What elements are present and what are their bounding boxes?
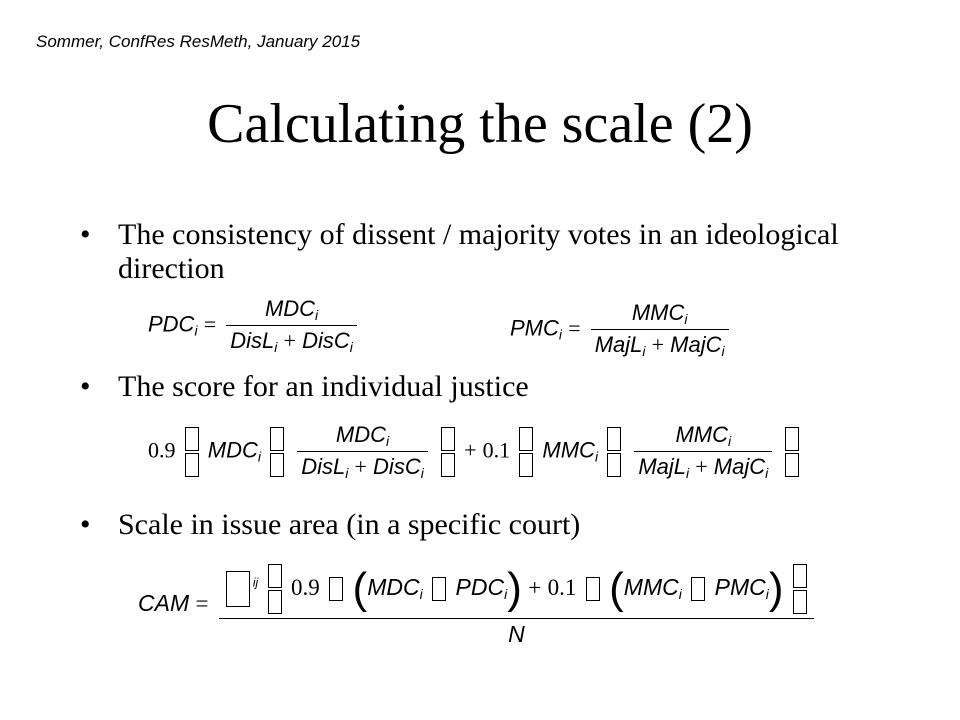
bullet-consistency xyxy=(80,218,860,286)
formula-pdc: $PDC_i$ = $\frac{MDC_i}{DisL_i + DisC_i}$ xyxy=(148,296,361,355)
missing-glyph-icon xyxy=(607,425,621,479)
missing-glyph-icon xyxy=(785,425,799,479)
missing-glyph-icon xyxy=(519,425,533,479)
missing-glyph-icon xyxy=(691,577,705,601)
missing-glyph-icon xyxy=(441,425,455,479)
fraction: $\frac{MDC_i}{DisL_i + DisC_i}$ xyxy=(226,296,357,355)
right-paren-icon: ) xyxy=(768,564,784,613)
slide-header: Sommer, ConfRes ResMeth, January 2015 xyxy=(36,32,361,51)
fraction: $\frac{MMC_i}{MajL_i + MajC_i}$ xyxy=(591,300,729,359)
left-paren-icon: ( xyxy=(352,564,368,613)
missing-glyph-icon xyxy=(270,425,284,479)
fraction: $\frac{MMC_i}{MajL_i + MajC_i}$ xyxy=(634,422,772,481)
bullet-dot: • xyxy=(80,370,91,403)
bullet-text: Scale in issue area (in a specific court) xyxy=(118,508,581,541)
missing-glyph-icon xyxy=(432,577,446,601)
missing-glyph-icon xyxy=(586,577,600,601)
bullet-scale xyxy=(80,508,860,542)
bullet-score xyxy=(80,370,860,404)
right-paren-icon: ) xyxy=(507,564,522,613)
fraction: $^{ij}$ 0.9 ($MDC_i$ $PDC_i) + 0.1$ ($MMC_i$ $PMC_i$) N xyxy=(219,562,814,648)
bullet-text: The consistency of dissent / majority votes in an ideological direction xyxy=(118,218,839,285)
missing-glyph-icon xyxy=(185,425,199,479)
formula-cam: CAM = $^{ij}$ 0.9 ($MDC_i$ $PDC_i) + 0.1$ ($MMC_i$ $PMC_i$) N xyxy=(138,562,818,648)
bullet-dot: • xyxy=(80,218,91,251)
left-paren-icon: ( xyxy=(609,564,624,613)
fraction: $\frac{MDC_i}{DisL_i + DisC_i}$ xyxy=(297,422,428,481)
slide-title: Calculating the scale (2) xyxy=(207,93,753,155)
missing-glyph-icon xyxy=(793,562,807,616)
bullet-text: The score for an individual justice xyxy=(118,370,529,403)
formula-pmc: $PMC_i$ = $\frac{MMC_i}{MajL_i + MajC_i}$ xyxy=(510,300,733,359)
bullet-dot: • xyxy=(80,508,91,541)
missing-glyph-icon xyxy=(226,571,250,607)
missing-glyph-icon xyxy=(329,577,343,601)
formula-justice-score: 0.9 $MDC_i$ $\frac{MDC_i}{DisL_i + DisC_i}$ + 0.1 $MMC_i$ $\frac{MMC_i}{MajL_i + MajC_i}$ xyxy=(148,422,802,481)
missing-glyph-icon xyxy=(268,562,282,616)
